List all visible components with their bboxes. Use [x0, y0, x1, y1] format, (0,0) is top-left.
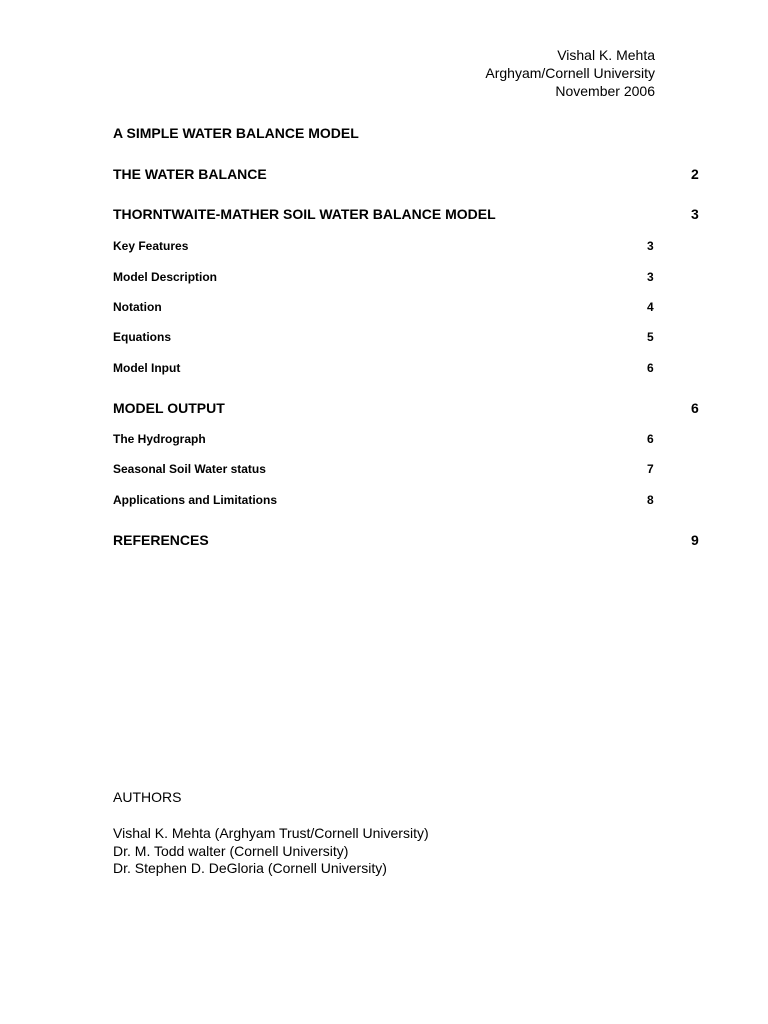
toc-page-number: 3	[647, 239, 654, 253]
toc-label: MODEL OUTPUT	[113, 400, 225, 416]
toc-page-number: 7	[647, 462, 654, 476]
toc-entry-seasonal-soil-water	[113, 461, 654, 477]
document-header	[485, 46, 655, 100]
toc-entry-equations	[113, 329, 654, 345]
document-title: A SIMPLE WATER BALANCE MODEL	[113, 125, 359, 141]
toc-label: Model Description	[113, 270, 218, 284]
toc-page-number: 3	[691, 206, 699, 222]
toc-label: REFERENCES	[113, 532, 209, 548]
toc-page-number: 6	[691, 400, 699, 416]
toc-label: THORNTWAITE-MATHER SOIL WATER BALANCE MODEL	[113, 206, 496, 222]
author-item: Dr. M. Todd walter (Cornell University)	[113, 842, 349, 859]
toc-page-number: 2	[691, 166, 699, 182]
toc-label: Model Input	[113, 361, 181, 375]
toc-label: Key Features	[113, 239, 189, 253]
toc-entry-model-output	[113, 399, 699, 417]
author-item: Dr. Stephen D. DeGloria (Cornell University)	[113, 860, 387, 876]
toc-entry-water-balance	[113, 165, 699, 183]
toc-entry-references	[113, 531, 699, 549]
toc-page-number: 8	[647, 493, 654, 507]
toc-label: Equations	[113, 330, 172, 344]
authors-heading: AUTHORS	[113, 789, 182, 805]
toc-label: Seasonal Soil Water status	[113, 462, 266, 476]
toc-page-number: 9	[691, 532, 699, 548]
toc-entry-applications	[113, 492, 654, 508]
toc-label: Notation	[113, 300, 162, 314]
toc-entry-key-features	[113, 238, 654, 254]
header-name: Vishal K. Mehta	[557, 47, 655, 63]
toc-page-number: 3	[647, 270, 654, 284]
toc-page-number: 6	[647, 361, 654, 375]
toc-entry-hydrograph	[113, 431, 654, 447]
author-item: Vishal K. Mehta (Arghyam Trust/Cornell University)	[113, 825, 429, 841]
toc-label: The Hydrograph	[113, 432, 206, 446]
toc-entry-notation	[113, 299, 654, 315]
toc-label: Applications and Limitations	[113, 493, 278, 507]
header-affiliation: Arghyam/Cornell University	[485, 65, 655, 81]
header-date: November 2006	[555, 83, 655, 99]
toc-label: THE WATER BALANCE	[113, 166, 267, 182]
toc-entry-model-description	[113, 269, 654, 285]
toc-page-number: 6	[647, 432, 654, 446]
authors-list	[113, 825, 429, 878]
toc-entry-thorntwaite-mather	[113, 205, 699, 223]
toc-entry-model-input	[113, 360, 654, 376]
toc-page-number: 5	[647, 330, 654, 344]
toc-page-number: 4	[647, 300, 654, 314]
